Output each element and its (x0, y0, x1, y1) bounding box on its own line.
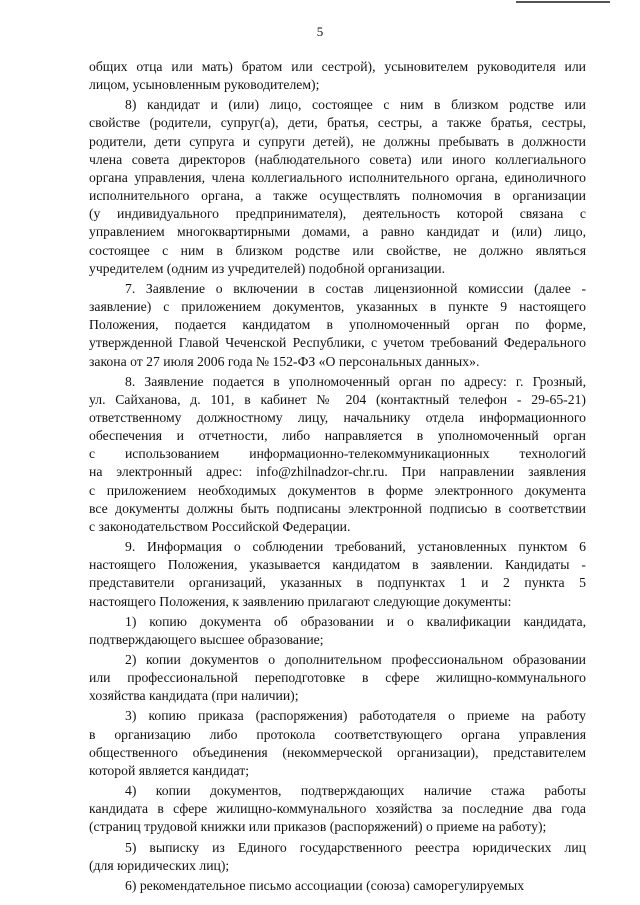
text-line: 4) копии документов, подтверждающих наличие стажа работы (125, 783, 586, 799)
text-line: 6) рекомендательное письмо ассоциации (союза) саморегулируемых (125, 877, 525, 893)
text-line: общественного объединения (некоммерческой организации), представителем (89, 744, 586, 760)
text-line: родители, дети супруга и супруги детей), не должны пребывать в должности (89, 133, 586, 149)
text-line: 8) кандидат и (или) лицо, состоящее с ним в близком родстве или (125, 97, 586, 113)
text-line: которой является кандидат; (89, 762, 250, 778)
text-line: на электронный адрес: info@zhilnadzor-chr.ru. При направлении заявления (89, 464, 586, 480)
text-line: обеспечения и отчетности, либо направляется в уполномоченный орган (89, 428, 586, 444)
text-line: управлением многоквартирными домами, а равно кандидат и (или) лицо, (89, 224, 586, 240)
text-line: 5) выписку из Единого государственного реестра юридических лиц (125, 839, 586, 855)
page-number: 5 (316, 24, 324, 39)
text-line: органа управления, члена коллегиального исполнительного органа, единоличного (89, 169, 586, 185)
top-edge-line (516, 1, 610, 3)
text-line: все документы должны быть подписаны электронной подписью в соответствии (89, 500, 586, 516)
text-line: (у индивидуального предпринимателя), деятельность которой связана с (89, 206, 586, 222)
text-line: хозяйства кандидата (при наличии); (89, 688, 299, 704)
text-line: утвержденной Главой Чеченской Республики, с учетом требований Федерального (89, 335, 586, 351)
text-line: исполнительного органа, а также осуществлять полномочия в организации (89, 188, 586, 204)
text-line: учредителем (одним из учредителей) подобной организации. (89, 260, 446, 276)
text-line: с использованием информационно-телекоммуникационных технологий (89, 446, 586, 462)
text-line: в организацию либо протокола соответствующего органа управления (89, 726, 586, 742)
text-line: (страниц трудовой книжки или приказов (распоряжений) о приеме на работу); (89, 819, 547, 835)
text-line: (для юридических лиц); (89, 857, 230, 873)
text-line: общих отца или мать) братом или сестрой), усыновителем руководителя или (89, 59, 586, 74)
text-line: кандидата в сфере жилищно-коммунального хозяйства за последние два года (89, 801, 586, 817)
text-line: Положения, подается кандидатом в уполномоченный орган по форме, (89, 317, 586, 333)
text-line: 7. Заявление о включении в состав лицензионной комиссии (далее - (125, 280, 586, 296)
text-line: члена совета директоров (наблюдательного совета) или иного коллегиального (89, 151, 586, 167)
text-line: 2) копии документов о дополнительном профессиональном образовании (125, 652, 586, 667)
text-line: 8. Заявление подается в уполномоченный орган по адресу: г. Грозный, (125, 373, 586, 389)
text-line: заявление) с приложением документов, указанных в пункте 9 настоящего (89, 299, 586, 315)
text-line: представители организаций, указанных в подпунктах 1 и 2 пункта 5 (89, 575, 586, 591)
text-line: настоящего Положения, к заявлению прилагают следующие документы: (89, 593, 512, 609)
text-line: ул. Сайханова, д. 101, в кабинет № 204 (контактный телефон - 29-65-21) (89, 391, 586, 407)
text-line: закона от 27 июля 2006 года № 152-ФЗ «О персональных данных». (89, 353, 480, 369)
text-line: ответственному должностному лицу, начальнику отдела информационного (89, 409, 586, 425)
text-line: состоящее с ним в близком родстве или свойстве, не должно являться (89, 242, 586, 258)
document-body (89, 58, 586, 895)
text-line: свойстве (родители, супруг(а), дети, братья, сестры, а также братья, сестры, (89, 115, 586, 131)
text-line: с приложением необходимых документов в форме электронного документа (89, 482, 586, 498)
text-line: с законодательством Российской Федерации. (89, 518, 351, 534)
text-line: или профессиональной переподготовке в сфере жилищно-коммунального (89, 670, 586, 686)
text-line: 3) копию приказа (распоряжения) работодателя о приеме на работу (125, 708, 586, 724)
text-line: 1) копию документа об образовании и о квалификации кандидата, (125, 613, 586, 629)
text-line: настоящего Положения, указывается кандидатом в заявлении. Кандидаты - (89, 557, 586, 573)
text-line: лицом, усыновленным руководителем); (89, 77, 320, 93)
text-line: 9. Информация о соблюдении требований, установленных пунктом 6 (125, 539, 586, 555)
text-line: подтверждающего высшее образование; (89, 631, 324, 647)
